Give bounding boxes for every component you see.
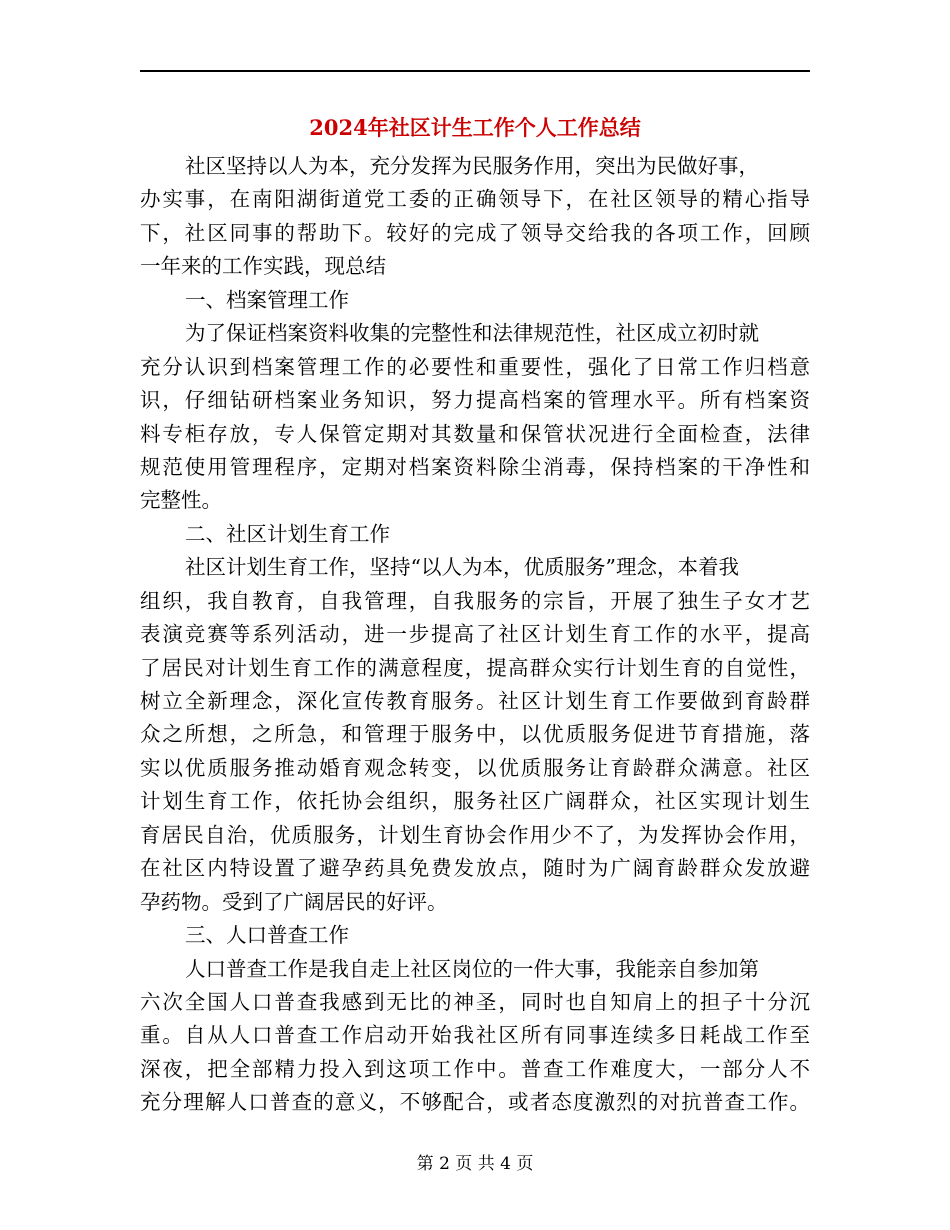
document-title: 2024年社区计生工作个人工作总结 <box>309 115 641 140</box>
body-line-archives-6: 完整性。 <box>140 488 222 513</box>
body-line-census-4: 深夜，把全部精力投入到这项工作中。普查工作难度大，一部分人不 <box>140 1056 810 1081</box>
body-line-intro-2: 办实事，在南阳湖街道党工委的正确领导下，在社区领导的精心指导 <box>140 187 810 212</box>
body-line-intro-4: 一年来的工作实践，现总结 <box>140 254 386 279</box>
body-line-census-2: 六次全国人口普查我感到无比的神圣，同时也自知肩上的担子十分沉 <box>140 989 810 1014</box>
body-line-census-5: 充分理解人口普查的意义，不够配合，或者态度激烈的对抗普查工作。 <box>140 1090 810 1115</box>
body-line-planning-9: 育居民自治，优质服务，计划生育协会作用少不了，为发挥协会作用， <box>140 822 810 847</box>
section-heading-census: 三、人口普查工作 <box>185 923 349 948</box>
body-line-census-1: 人口普查工作是我自走上社区岗位的一件大事，我能亲自参加第 <box>185 956 759 981</box>
body-line-archives-4: 料专柜存放，专人保管定期对其数量和保管状况进行全面检查，法律 <box>140 421 810 446</box>
body-line-planning-8: 计划生育工作，依托协会组织，服务社区广阔群众，社区实现计划生 <box>140 789 810 814</box>
body-line-planning-4: 了居民对计划生育工作的满意程度，提高群众实行计划生育的自觉性， <box>140 655 810 680</box>
document-body <box>140 150 810 1120</box>
body-line-planning-6: 众之所想，之所急，和管理于服务中，以优质服务促进节育措施，落 <box>140 722 810 747</box>
body-line-intro-3: 下，社区同事的帮助下。较好的完成了领导交给我的各项工作，回顾 <box>140 220 810 245</box>
page-number-footer: 第 2 页 共 4 页 <box>416 1154 534 1174</box>
section-heading-archives: 一、档案管理工作 <box>185 287 349 312</box>
body-line-planning-11: 孕药物。受到了广阔居民的好评。 <box>140 889 448 914</box>
body-line-census-3: 重。自从人口普查工作启动开始我社区所有同事连续多日耗战工作至 <box>140 1023 810 1048</box>
body-line-archives-3: 识，仔细钻研档案业务知识，努力提高档案的管理水平。所有档案资 <box>140 388 810 413</box>
body-line-planning-2: 组织，我自教育，自我管理，自我服务的宗旨，开展了独生子女才艺 <box>140 588 810 613</box>
body-line-archives-2: 充分认识到档案管理工作的必要性和重要性，强化了日常工作归档意 <box>140 354 810 379</box>
body-line-planning-1: 社区计划生育工作，坚持“以人为本，优质服务”理念，本着我 <box>185 555 739 580</box>
section-heading-family-planning: 二、社区计划生育工作 <box>185 521 390 546</box>
body-line-intro-1: 社区坚持以人为本，充分发挥为民服务作用，突出为民做好事， <box>185 154 759 178</box>
body-line-planning-10: 在社区内特设置了避孕药具免费发放点，随时为广阔育龄群众发放避 <box>140 856 810 881</box>
body-line-planning-7: 实以优质服务推动婚育观念转变，以优质服务让育龄群众满意。社区 <box>140 755 810 780</box>
body-line-planning-5: 树立全新理念，深化宣传教育服务。社区计划生育工作要做到育龄群 <box>140 689 810 713</box>
header-rule <box>140 70 810 72</box>
body-line-archives-5: 规范使用管理程序，定期对档案资料除尘消毒，保持档案的干净性和 <box>140 454 810 479</box>
body-line-planning-3: 表演竞赛等系列活动，进一步提高了社区计划生育工作的水平，提高 <box>140 622 810 647</box>
body-line-archives-1: 为了保证档案资料收集的完整性和法律规范性，社区成立初时就 <box>185 321 759 346</box>
